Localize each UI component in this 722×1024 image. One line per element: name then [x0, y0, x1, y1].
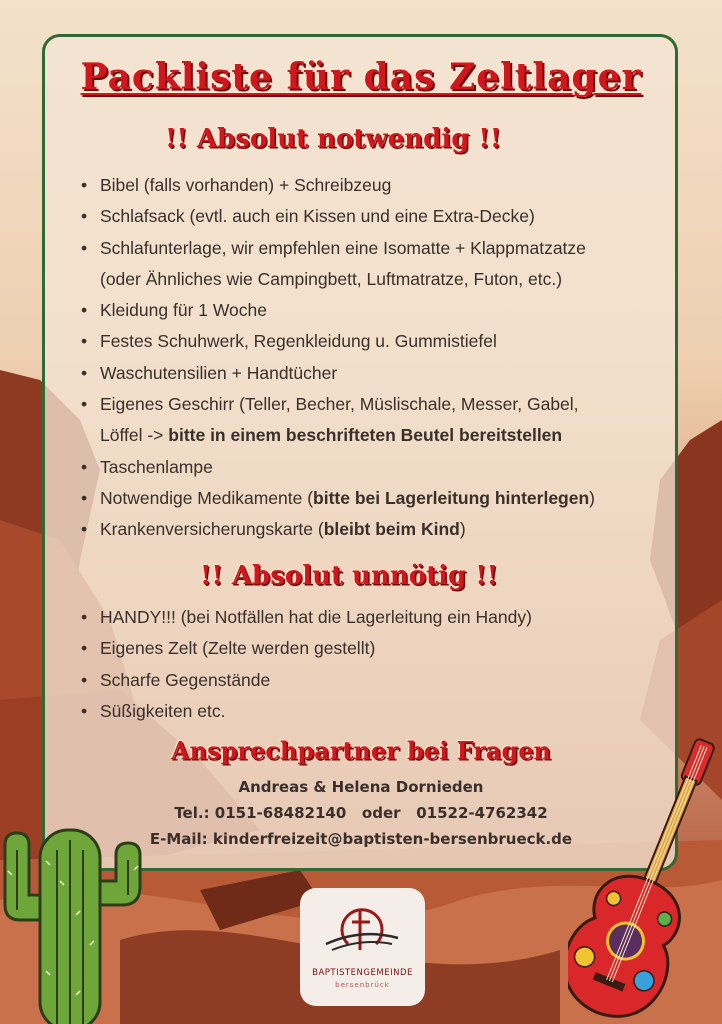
cactus-illustration — [0, 825, 150, 1024]
list-item: • Festes Schuhwerk, Regenkleidung u. Gummistiefel — [78, 326, 595, 357]
unnecessary-heading: !! Absolut unnötig !! — [200, 561, 499, 591]
list-item: • Notwendige Medikamente (bitte bei Lagerleitung hinterlegen) — [78, 483, 595, 514]
list-item: • Waschutensilien + Handtücher — [78, 358, 595, 389]
contact-names: Andreas & Helena Dornieden — [238, 778, 484, 796]
list-item: • Eigenes Zelt (Zelte werden gestellt) — [78, 633, 532, 664]
necessary-heading: !! Absolut notwendig !! — [165, 124, 502, 154]
list-item: • Bibel (falls vorhanden) + Schreibzeug — [78, 170, 595, 201]
page-title: Packliste für das Zeltlager — [80, 56, 642, 98]
list-item: • Scharfe Gegenstände — [78, 665, 532, 696]
list-item: • Süßigkeiten etc. — [78, 696, 532, 727]
logo-subtitle: bersenbrück — [335, 981, 390, 989]
contact-heading: Ansprechpartner bei Fragen — [171, 736, 551, 765]
list-item: • Taschenlampe — [78, 452, 595, 483]
logo-name: BAPTISTENGEMEINDE — [312, 968, 413, 978]
necessary-list — [78, 170, 595, 546]
church-logo-icon — [322, 900, 402, 962]
contact-email: E-Mail: kinderfreizeit@baptisten-bersenbrueck.de — [149, 830, 573, 848]
church-logo — [300, 888, 425, 1006]
list-item: • Schlafunterlage, wir empfehlen eine Isomatte + Klappmatzatze (oder Ähnliches wie Campingbett, Luftmatratze, Futon, etc.) — [78, 233, 595, 296]
unnecessary-list — [78, 602, 532, 727]
list-item: • Kleidung für 1 Woche — [78, 295, 595, 326]
list-item: • Eigenes Geschirr (Teller, Becher, Müslischale, Messer, Gabel, Löffel -> bitte in einem beschrifteten Beutel bereitstellen — [78, 389, 595, 452]
list-item: • Krankenversicherungskarte (bleibt beim Kind) — [78, 514, 595, 545]
list-item: • Schlafsack (evtl. auch ein Kissen und eine Extra-Decke) — [78, 201, 595, 232]
list-item: • HANDY!!! (bei Notfällen hat die Lagerleitung ein Handy) — [78, 602, 532, 633]
contact-phone: Tel.: 0151-68482140 oder 01522-4762342 — [174, 804, 548, 822]
guitar-illustration — [568, 730, 722, 1024]
